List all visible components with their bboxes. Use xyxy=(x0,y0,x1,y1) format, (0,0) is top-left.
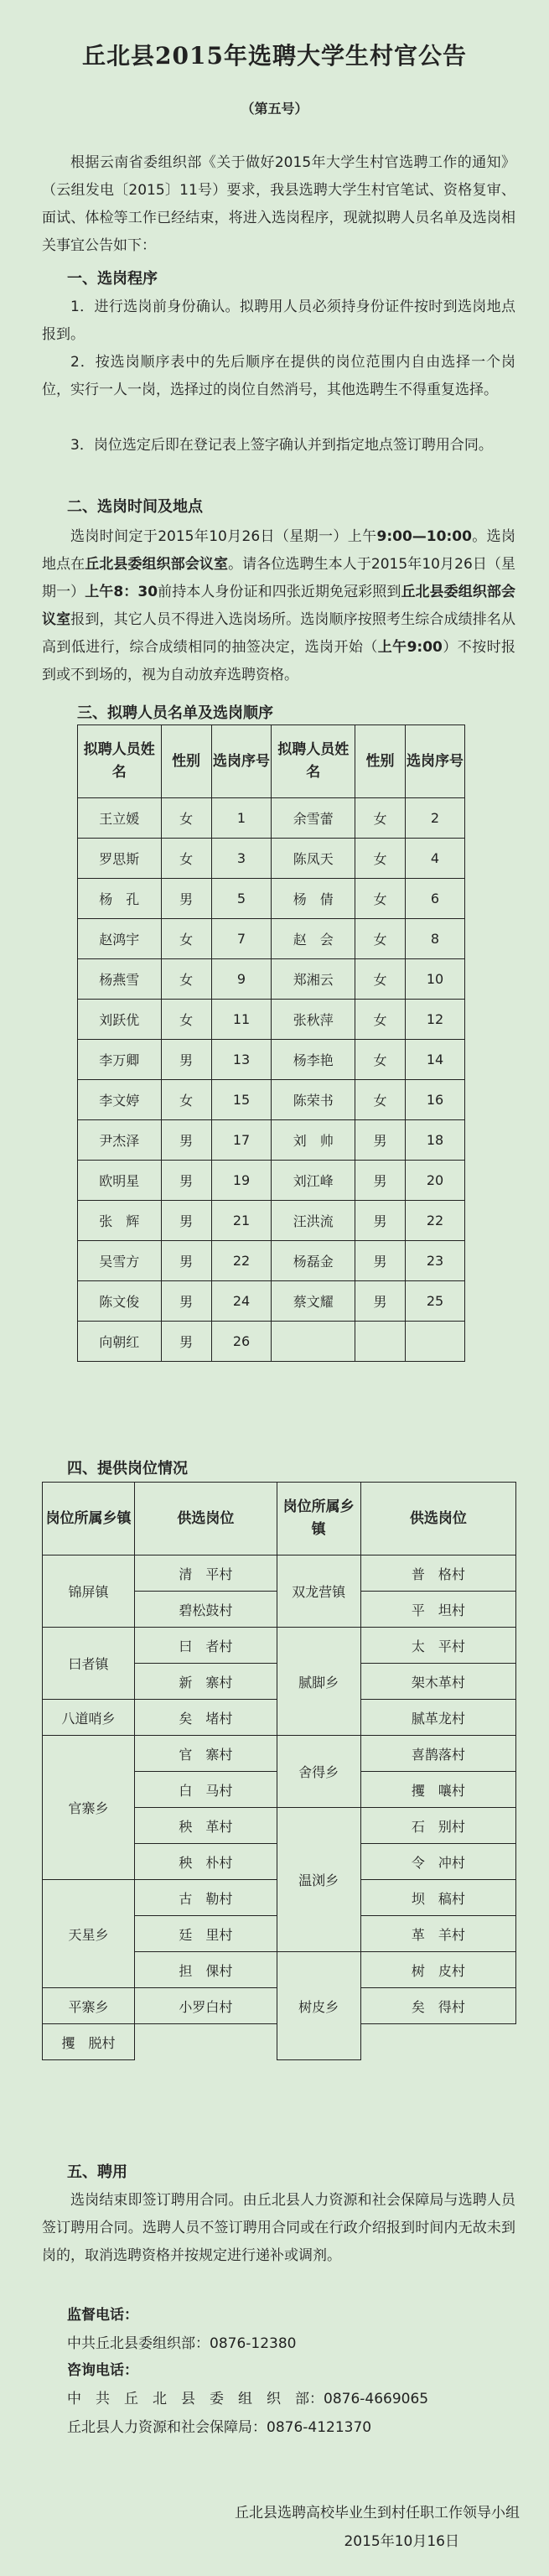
cell-gender: 女 xyxy=(355,1080,406,1120)
supervise-phone: 中共丘北县委组织部：0876-12380 xyxy=(67,2335,297,2352)
cell-name: 赵鸿宇 xyxy=(78,919,162,959)
cell-order: 24 xyxy=(211,1281,272,1322)
cell-gender: 男 xyxy=(161,1241,211,1281)
cell-gender: 女 xyxy=(355,959,406,1000)
cell-town: 曰者镇 xyxy=(43,1628,135,1700)
cell-post: 攫 脱村 xyxy=(43,2024,135,2060)
cell-name: 蔡文耀 xyxy=(272,1281,355,1322)
cell-order: 13 xyxy=(211,1040,272,1080)
consult-phone-1: 中 共 丘 北 县 委 组 织 部：0876-4669065 xyxy=(67,2391,429,2407)
cell-order: 15 xyxy=(211,1080,272,1120)
cell-post: 新 寨村 xyxy=(135,1664,277,1700)
cell-town: 锦屏镇 xyxy=(43,1555,135,1628)
cell-name: 杨李艳 xyxy=(272,1040,355,1080)
table-row xyxy=(78,798,465,839)
cell-order: 14 xyxy=(406,1040,465,1080)
cell-order xyxy=(406,1322,465,1362)
cell-town: 温浏乡 xyxy=(277,1808,360,1952)
cell-gender: 女 xyxy=(355,879,406,919)
cell-post: 腻革龙村 xyxy=(360,1700,515,1736)
cell-name: 刘 帅 xyxy=(272,1120,355,1161)
consult-phone-2: 丘北县人力资源和社会保障局：0876-4121370 xyxy=(67,2419,372,2436)
cell-post: 秧 朴村 xyxy=(135,1844,277,1880)
text: 前持本人身份证和四张近期免冠彩照到 xyxy=(158,584,401,600)
cell-name: 杨燕雪 xyxy=(78,959,162,1000)
cell-order: 10 xyxy=(406,959,465,1000)
cell-post: 矣 得村 xyxy=(360,1988,515,2024)
table-row xyxy=(43,1555,516,1592)
select-time: 9:00—10:00 xyxy=(376,528,472,545)
cell-gender: 男 xyxy=(161,1040,211,1080)
cell-post: 担 倮村 xyxy=(135,1952,277,1988)
cell-post: 矣 堵村 xyxy=(135,1700,277,1736)
section-5-paragraph: 选岗结束即签订聘用合同。由丘北县人力资源和社会保障局与选聘人员签订聘用合同。选聘人员不签订聘用合同或在行政介绍报到时间内无故未到岗的，取消选聘资格并按规定进行递补或调剂。 xyxy=(42,2192,515,2264)
cell-gender: 女 xyxy=(161,839,211,879)
cell-name: 欧明星 xyxy=(78,1161,162,1201)
table-row xyxy=(78,1080,465,1120)
intro-paragraph: 根据云南省委组织部《关于做好2015年大学生村官选聘工作的通知》（云组发电〔2015〕11号）要求，我县选聘大学生村官笔试、资格复审、面试、体检等工作已经结束，将进入选岗程序，现就拟聘人员名单及选岗相关事宜公告如下： xyxy=(42,154,515,254)
section-5-heading: 五、聘用 xyxy=(67,2163,127,2181)
cell-post: 喜鹊落村 xyxy=(360,1736,515,1772)
cell-name xyxy=(272,1322,355,1362)
cell-gender: 男 xyxy=(161,1161,211,1201)
posts-header-row xyxy=(43,1483,516,1555)
cell-name: 李文婷 xyxy=(78,1080,162,1120)
cell-name: 刘跃优 xyxy=(78,1000,162,1040)
cell-post: 官 寨村 xyxy=(135,1736,277,1772)
cell-name: 张秋萍 xyxy=(272,1000,355,1040)
cell-order: 11 xyxy=(211,1000,272,1040)
cell-name: 陈荣书 xyxy=(272,1080,355,1120)
cell-order: 2 xyxy=(406,798,465,839)
signature-date: 2015年10月16日 xyxy=(344,2533,459,2550)
cell-post: 秧 革村 xyxy=(135,1808,277,1844)
section-1-item-2: 2．按选岗顺序表中的先后顺序在提供的岗位范围内自由选择一个岗位，实行一人一岗，选择过的岗位自然消号，其他选聘生不得重复选择。 xyxy=(42,354,515,398)
cell-post: 令 冲村 xyxy=(360,1844,515,1880)
cell-name: 陈凤天 xyxy=(272,839,355,879)
cell-order: 4 xyxy=(406,839,465,879)
cell-order: 17 xyxy=(211,1120,272,1161)
cell-gender: 男 xyxy=(161,1120,211,1161)
cell-gender: 女 xyxy=(355,1040,406,1080)
table-row xyxy=(78,839,465,879)
cell-post: 革 羊村 xyxy=(360,1916,515,1952)
header-name: 拟聘人员姓 名 xyxy=(78,725,162,798)
cell-order: 20 xyxy=(406,1161,465,1201)
cell-gender xyxy=(355,1322,406,1362)
text: 。请各位选聘生本人于2015年10月26日（星期一） xyxy=(42,556,516,600)
section-1-item-1: 1．进行选岗前身份确认。拟聘用人员必须持身份证件按时到选岗地点报到。 xyxy=(42,299,515,343)
cell-town: 舍得乡 xyxy=(277,1736,360,1808)
table-row xyxy=(43,1628,516,1664)
cell-name: 杨磊金 xyxy=(272,1241,355,1281)
cell-name: 陈文俊 xyxy=(78,1281,162,1322)
table-row xyxy=(78,1241,465,1281)
select-place: 丘北县委组织部会议室 xyxy=(85,556,229,573)
cell-name: 杨 孔 xyxy=(78,879,162,919)
cell-town: 平寨乡 xyxy=(43,1988,135,2024)
posts-table xyxy=(42,1482,516,2060)
cell-gender: 女 xyxy=(161,919,211,959)
cell-post: 曰 者村 xyxy=(135,1628,277,1664)
table-row xyxy=(78,1281,465,1322)
table-row xyxy=(78,1120,465,1161)
cell-order: 3 xyxy=(211,839,272,879)
cell-post: 白 马村 xyxy=(135,1772,277,1808)
cell-order: 16 xyxy=(406,1080,465,1120)
page-title: 丘北县2015年选聘大学生村官公告 xyxy=(82,42,467,70)
cell-gender: 男 xyxy=(355,1161,406,1201)
cell-gender: 男 xyxy=(355,1241,406,1281)
table-row xyxy=(78,1040,465,1080)
cell-order: 23 xyxy=(406,1241,465,1281)
cell-name: 汪洪流 xyxy=(272,1201,355,1241)
cell-post: 碧松鼓村 xyxy=(135,1592,277,1628)
section-3-heading: 三、拟聘人员名单及选岗顺序 xyxy=(77,704,273,722)
cell-gender: 女 xyxy=(161,959,211,1000)
cell-post: 廷 里村 xyxy=(135,1916,277,1952)
cell-name: 王立媛 xyxy=(78,798,162,839)
header-town: 岗位所属乡镇 xyxy=(43,1483,135,1555)
cell-order: 1 xyxy=(211,798,272,839)
cell-gender: 女 xyxy=(161,798,211,839)
cell-post: 攫 嚷村 xyxy=(360,1772,515,1808)
cell-gender: 女 xyxy=(161,1080,211,1120)
text: 。选岗地点在 xyxy=(42,528,516,573)
header-posts: 供选岗位 xyxy=(360,1483,515,1555)
report-place: 丘北县委组织部会议室 xyxy=(42,584,515,628)
header-order: 选岗序号 xyxy=(406,725,465,798)
cell-post: 架木革村 xyxy=(360,1664,515,1700)
cell-town: 八道哨乡 xyxy=(43,1700,135,1736)
section-2-paragraph xyxy=(42,523,515,689)
cell-post: 平 坦村 xyxy=(360,1592,515,1628)
table-row xyxy=(78,1000,465,1040)
cell-post: 坝 稿村 xyxy=(360,1880,515,1916)
header-town: 岗位所属乡镇 xyxy=(277,1483,360,1555)
cell-order: 26 xyxy=(211,1322,272,1362)
cell-order: 25 xyxy=(406,1281,465,1322)
cell-name: 吴雪方 xyxy=(78,1241,162,1281)
header-posts: 供选岗位 xyxy=(135,1483,277,1555)
consult-label: 咨询电话： xyxy=(67,2362,138,2379)
cell-name: 向朝红 xyxy=(78,1322,162,1362)
cell-order: 12 xyxy=(406,1000,465,1040)
cell-post: 古 勒村 xyxy=(135,1880,277,1916)
section-1-heading: 一、选岗程序 xyxy=(67,270,158,288)
table-row xyxy=(78,1322,465,1362)
report-time: 上午8：30 xyxy=(85,584,158,600)
cell-order: 5 xyxy=(211,879,272,919)
cell-order: 9 xyxy=(211,959,272,1000)
table-row xyxy=(78,879,465,919)
announcement-number: （第五号） xyxy=(241,101,308,117)
cell-order: 22 xyxy=(406,1201,465,1241)
table-row xyxy=(78,1161,465,1201)
cell-gender: 男 xyxy=(355,1201,406,1241)
cell-gender: 女 xyxy=(355,1000,406,1040)
cell-post: 石 别村 xyxy=(360,1808,515,1844)
table-row xyxy=(78,1201,465,1241)
table-row xyxy=(78,919,465,959)
start-time: 上午9:00 xyxy=(377,639,443,656)
header-name: 拟聘人员姓 名 xyxy=(272,725,355,798)
cell-name: 李万卿 xyxy=(78,1040,162,1080)
cell-name: 赵 会 xyxy=(272,919,355,959)
cell-gender: 男 xyxy=(161,1281,211,1322)
table-row xyxy=(78,959,465,1000)
section-4-heading: 四、提供岗位情况 xyxy=(67,1460,188,1478)
cell-town: 官寨乡 xyxy=(43,1736,135,1880)
cell-order: 22 xyxy=(211,1241,272,1281)
cell-gender: 女 xyxy=(355,798,406,839)
section-1-item-3: 3．岗位选定后即在登记表上签字确认并到指定地点签订聘用合同。 xyxy=(70,437,493,454)
cell-town: 双龙营镇 xyxy=(277,1555,360,1628)
cell-post: 清 平村 xyxy=(135,1555,277,1592)
supervise-label: 监督电话： xyxy=(67,2307,138,2324)
cell-order: 8 xyxy=(406,919,465,959)
cell-order: 21 xyxy=(211,1201,272,1241)
cell-name: 罗思斯 xyxy=(78,839,162,879)
cell-post: 树 皮村 xyxy=(360,1952,515,1988)
cell-post: 太 平村 xyxy=(360,1628,515,1664)
header-gender: 性别 xyxy=(161,725,211,798)
roster-header-row xyxy=(78,725,465,798)
cell-name: 刘江峰 xyxy=(272,1161,355,1201)
text: 报到，其它人员不得进入选岗场所。选岗顺序按照考生综合成绩排名从高到低进行，综合成绩相同的抽签决定，选岗开始（ xyxy=(42,611,515,656)
text: ）不按时报到或不到场的，视为自动放弃选聘资格。 xyxy=(42,639,516,683)
cell-name: 郑湘云 xyxy=(272,959,355,1000)
cell-order: 7 xyxy=(211,919,272,959)
cell-gender: 男 xyxy=(161,879,211,919)
cell-order: 18 xyxy=(406,1120,465,1161)
cell-name: 余雪蕾 xyxy=(272,798,355,839)
cell-post: 普 格村 xyxy=(360,1555,515,1592)
signature-org: 丘北县选聘高校毕业生到村任职工作领导小组 xyxy=(235,2505,520,2521)
cell-post: 小罗白村 xyxy=(135,1988,277,2024)
cell-name: 尹杰泽 xyxy=(78,1120,162,1161)
cell-gender: 女 xyxy=(355,919,406,959)
cell-gender: 男 xyxy=(161,1322,211,1362)
cell-order: 19 xyxy=(211,1161,272,1201)
cell-town: 树皮乡 xyxy=(277,1952,360,2060)
cell-gender: 女 xyxy=(161,1000,211,1040)
text: 选岗时间定于2015年10月26日（星期一）上午 xyxy=(70,528,377,545)
cell-name: 杨 倩 xyxy=(272,879,355,919)
cell-gender: 男 xyxy=(355,1120,406,1161)
table-row xyxy=(43,1736,516,1772)
cell-gender: 男 xyxy=(161,1201,211,1241)
cell-town: 腻脚乡 xyxy=(277,1628,360,1736)
cell-gender: 男 xyxy=(355,1281,406,1322)
cell-order: 6 xyxy=(406,879,465,919)
roster-table xyxy=(77,724,465,1362)
header-gender: 性别 xyxy=(355,725,406,798)
header-order: 选岗序号 xyxy=(211,725,272,798)
cell-gender: 女 xyxy=(355,839,406,879)
cell-town: 天星乡 xyxy=(43,1880,135,1988)
cell-name: 张 辉 xyxy=(78,1201,162,1241)
section-2-heading: 二、选岗时间及地点 xyxy=(67,498,203,516)
